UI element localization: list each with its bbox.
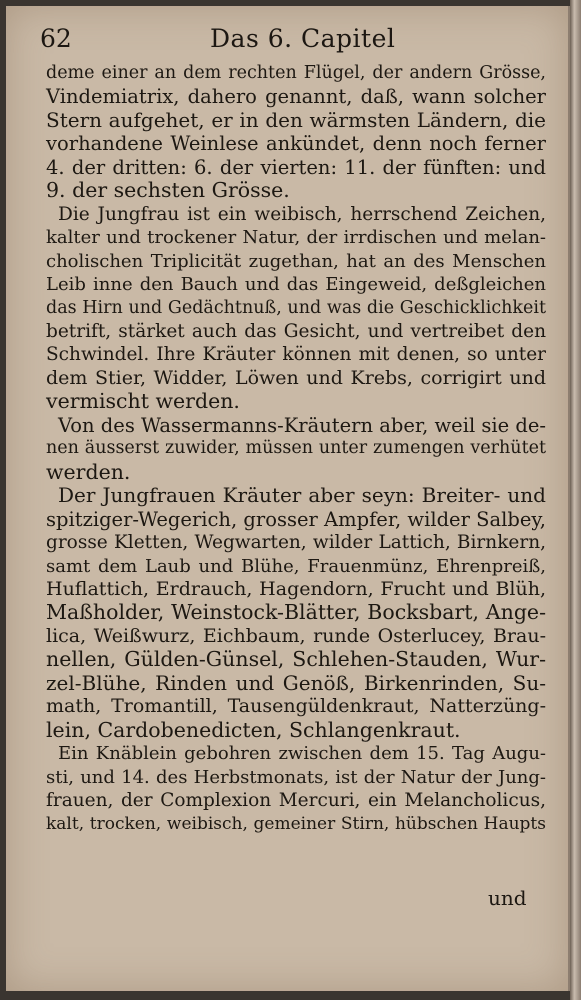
text-line: deme einer an dem rechten Flügel, der andern Grösse, <box>46 63 546 83</box>
text-line: nen äusserst zuwider, müssen unter zumengen verhütet <box>46 438 546 459</box>
text-line: Schwindel. Ihre Kräuter können mit denen, so unter <box>46 344 546 366</box>
text-line: dem Stier, Widder, Löwen und Krebs, corrigirt und <box>46 366 546 389</box>
text-line: sti, und 14. des Herbstmonats, ist der Natur der Jung- <box>46 766 546 788</box>
text-line: grosse Kletten, Wegwarten, wilder Lattich, Birnkern, <box>46 532 546 554</box>
text-line: betrift, stärket auch das Gesicht, und vertreibet den <box>46 320 546 342</box>
text-line: cholischen Triplicität zugethan, hat an des Menschen <box>46 250 546 272</box>
body-text <box>46 62 546 836</box>
text-line: Maßholder, Weinstock-Blätter, Bocksbart, Ange- <box>46 600 546 625</box>
page-header <box>40 20 550 56</box>
text-line: frauen, der Complexion Mercuri, ein Melancholicus, <box>46 790 546 812</box>
text-line: spitziger-Wegerich, grosser Ampfer, wilder Salbey, <box>46 507 546 531</box>
catchword: und <box>488 886 527 910</box>
text-line: lica, Weißwurz, Eichbaum, runde Osterlucey, Brau- <box>46 624 546 647</box>
text-line: vermischt werden. <box>46 389 240 414</box>
text-line: kalter und trockener Natur, der irrdischen und melan- <box>46 227 546 249</box>
text-line: nellen, Gülden-Günsel, Schlehen-Stauden, Wur- <box>46 647 546 672</box>
text-line: 9. der sechsten Grösse. <box>46 178 290 203</box>
running-head: Das 6. Capitel <box>210 24 396 53</box>
text-line: vorhandene Weinlese ankündet, denn noch ferner <box>46 132 546 156</box>
text-line: Huflattich, Erdrauch, Hagendorn, Frucht und Blüh, <box>46 577 546 600</box>
text-line: zel-Blühe, Rinden und Genöß, Birkenrinden, Su- <box>46 670 546 695</box>
text-line: Von des Wassermanns-Kräutern aber, weil sie de- <box>58 413 546 437</box>
page-number: 62 <box>40 24 72 53</box>
text-line: Leib inne den Bauch und das Eingeweid, deßgleichen <box>46 274 546 296</box>
text-line: kalt, trocken, weibisch, gemeiner Stirn, hübschen Haupts <box>46 813 546 834</box>
text-line: werden. <box>46 459 131 484</box>
text-line: samt dem Laub und Blühe, Frauenmünz, Ehrenpreiß, <box>46 555 546 577</box>
text-line: Ein Knäblein gebohren zwischen dem 15. Tag Augu- <box>58 743 546 765</box>
text-line: das Hirn und Gedächtnuß, und was die Geschicklichkeit <box>46 297 546 318</box>
text-line: Stern aufgehet, er in den wärmsten Ländern, die <box>46 107 546 132</box>
text-line: Der Jungfrauen Kräuter aber seyn: Breiter- und <box>58 483 546 508</box>
text-line: Vindemiatrix, dahero genannt, daß, wann solcher <box>46 85 546 109</box>
adjacent-page-edge <box>570 0 581 1000</box>
text-line: Die Jungfrau ist ein weibisch, herrschend Zeichen, <box>58 203 546 225</box>
text-line: 4. der dritten: 6. der vierten: 11. der fünften: und <box>46 155 546 179</box>
text-line: lein, Cardobenedicten, Schlangenkraut. <box>46 717 461 742</box>
text-line: math, Tromantill, Tausengüldenkraut, Natterzüng- <box>46 695 546 718</box>
